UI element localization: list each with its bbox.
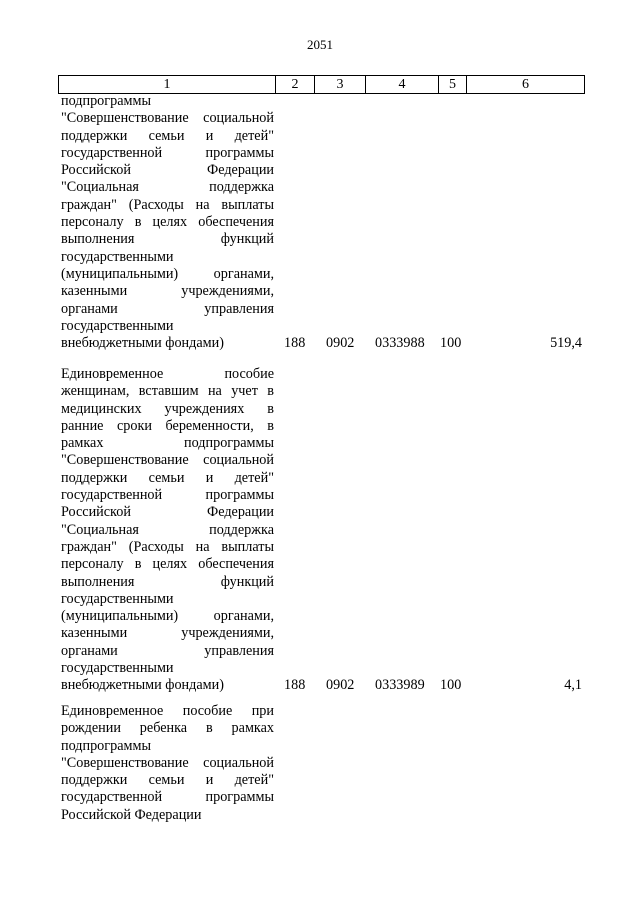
description-line: поддержки семьи и детей" bbox=[61, 127, 274, 144]
amount-value: 519,4 bbox=[550, 335, 582, 352]
description-line: государственной программы bbox=[61, 487, 274, 504]
entry-description bbox=[61, 703, 274, 824]
description-line: рождении ребенка в рамках bbox=[61, 720, 274, 737]
description-line: внебюджетными фондами) bbox=[61, 335, 224, 352]
description-line: женщинам, вставшим на учет в bbox=[61, 383, 274, 400]
description-line: государственными bbox=[61, 590, 174, 607]
description-line: "Совершенствование социальной bbox=[61, 452, 274, 469]
description-line: Российской Федерации bbox=[61, 504, 274, 521]
description-line: государственной программы bbox=[61, 144, 274, 161]
description-line: выполнения функций bbox=[61, 573, 274, 590]
description-line: поддержки семьи и детей" bbox=[61, 772, 274, 789]
description-line: государственными bbox=[61, 248, 174, 265]
description-line: государственными bbox=[61, 660, 174, 677]
section-code: 0902 bbox=[326, 335, 355, 352]
description-line: медицинских учреждениях в bbox=[61, 400, 274, 417]
entry-description bbox=[61, 366, 274, 695]
target-article-code: 0333989 bbox=[375, 677, 425, 694]
description-line: рамках подпрограммы bbox=[61, 435, 274, 452]
description-line: (муниципальными) органами, bbox=[61, 608, 274, 625]
description-line: Единовременное пособие при bbox=[61, 703, 274, 719]
description-line: "Совершенствование социальной bbox=[61, 110, 274, 127]
description-line: органами управления bbox=[61, 300, 274, 317]
column-header-1: 1 bbox=[59, 76, 276, 94]
description-line: Единовременное пособие bbox=[61, 366, 274, 382]
description-line: поддержки семьи и детей" bbox=[61, 469, 274, 486]
description-line: ранние сроки беременности, в bbox=[61, 417, 274, 434]
description-line: Российской Федерации bbox=[61, 162, 274, 179]
description-line: "Социальная поддержка bbox=[61, 521, 274, 538]
description-line: подпрограммы bbox=[61, 93, 151, 109]
column-header-5: 5 bbox=[439, 76, 467, 94]
column-header-3: 3 bbox=[315, 76, 366, 94]
amount-value: 4,1 bbox=[564, 677, 582, 694]
description-line: (муниципальными) органами, bbox=[61, 265, 274, 282]
description-line: граждан" (Расходы на выплаты bbox=[61, 196, 274, 213]
chapter-code: 188 bbox=[284, 335, 306, 352]
description-line: казенными учреждениями, bbox=[61, 283, 274, 300]
description-line: выполнения функций bbox=[61, 231, 274, 248]
description-line: граждан" (Расходы на выплаты bbox=[61, 538, 274, 555]
description-line: казенными учреждениями, bbox=[61, 625, 274, 642]
description-line: Российской Федерации bbox=[61, 806, 202, 823]
page-number: 2051 bbox=[307, 37, 333, 52]
description-line: внебюджетными фондами) bbox=[61, 677, 224, 694]
chapter-code: 188 bbox=[284, 677, 306, 694]
column-header-table bbox=[58, 75, 585, 94]
expense-type-code: 100 bbox=[440, 677, 462, 694]
expense-type-code: 100 bbox=[440, 335, 462, 352]
description-line: "Социальная поддержка bbox=[61, 179, 274, 196]
description-line: государственными bbox=[61, 317, 174, 334]
section-code: 0902 bbox=[326, 677, 355, 694]
description-line: органами управления bbox=[61, 642, 274, 659]
description-line: персоналу в целях обеспечения bbox=[61, 556, 274, 573]
target-article-code: 0333988 bbox=[375, 335, 425, 352]
column-header-6: 6 bbox=[467, 76, 585, 94]
column-header-4: 4 bbox=[366, 76, 439, 94]
column-header-row bbox=[59, 76, 585, 94]
entry-description bbox=[61, 93, 274, 352]
column-header-2: 2 bbox=[276, 76, 315, 94]
description-line: государственной программы bbox=[61, 789, 274, 806]
description-line: "Совершенствование социальной bbox=[61, 754, 274, 771]
description-line: персоналу в целях обеспечения bbox=[61, 214, 274, 231]
description-line: подпрограммы bbox=[61, 737, 151, 754]
